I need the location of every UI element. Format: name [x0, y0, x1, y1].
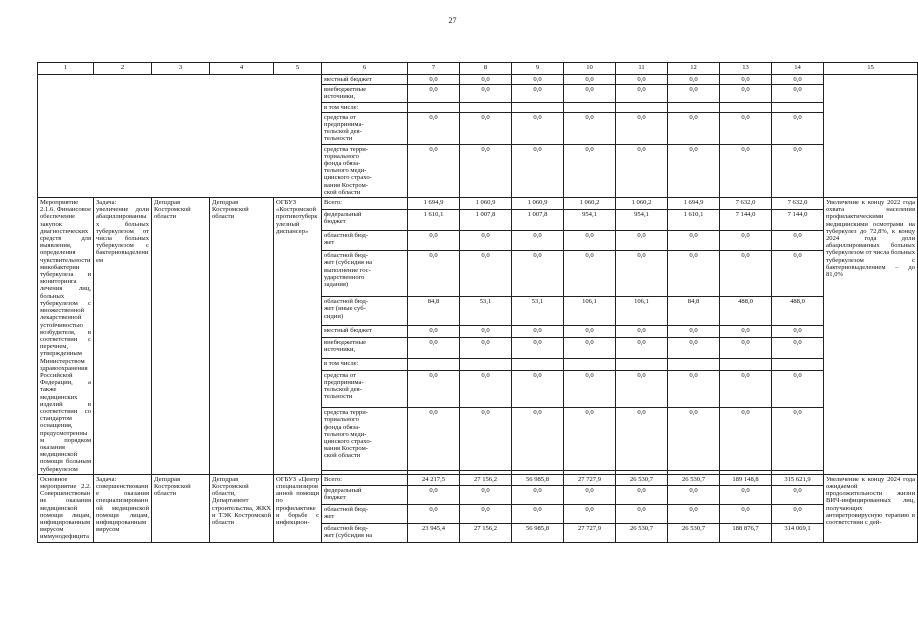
value-cell: 0,0 — [564, 504, 616, 523]
value-cell: 24 217,5 — [408, 474, 460, 485]
value-cell: 0,0 — [668, 85, 720, 102]
value-cell: 0,0 — [772, 85, 824, 102]
expected-result: Увеличение к концу 2022 года охвата населения профилактическими медицинскими осмотрами на туберкулез до 72,8%, к концу 2024 года доли абациллированных больных туберкулезом от числа больных туберкулезом с бактериовыделением – до 81,0% — [824, 198, 918, 475]
source-label: внебюджетные источники, — [322, 85, 408, 102]
value-cell: 0,0 — [668, 75, 720, 85]
value-cell: 0,0 — [564, 251, 616, 297]
value-cell: 0,0 — [512, 504, 564, 523]
value-cell: 314 069,1 — [772, 523, 824, 542]
value-cell: 26 530,7 — [616, 474, 668, 485]
header-cell: 7 — [408, 63, 460, 75]
value-cell: 7 144,0 — [772, 210, 824, 231]
value-cell: 0,0 — [720, 112, 772, 144]
value-cell: 0,0 — [616, 326, 668, 338]
value-cell: 0,0 — [616, 251, 668, 297]
value-cell: 0,0 — [564, 230, 616, 251]
value-cell: 0,0 — [460, 408, 512, 471]
source-label: в том числе: — [322, 358, 408, 370]
source-label: Всего: — [322, 198, 408, 210]
header-cell: 13 — [720, 63, 772, 75]
value-cell: 0,0 — [720, 85, 772, 102]
value-cell: 0,0 — [564, 326, 616, 338]
value-cell: 954,1 — [564, 210, 616, 231]
value-cell: 0,0 — [772, 326, 824, 338]
source-label: средства от предпринима- тельской дея- тельности — [322, 112, 408, 144]
value-cell: 0,0 — [512, 326, 564, 338]
expected-result: Увеличение к концу 2024 года ожидаемой продолжительности жизни ВИЧ-инфицированных лиц, получающих антиретровирусную терапию в соответствии с дей- — [824, 474, 918, 542]
value-cell: 0,0 — [616, 408, 668, 471]
financing-table — [37, 62, 918, 543]
value-cell: 0,0 — [772, 338, 824, 359]
value-cell: 7 632,0 — [772, 198, 824, 210]
value-cell — [512, 102, 564, 112]
value-cell: 0,0 — [408, 338, 460, 359]
measure-c2: Задача: совершенствование оказания специализированной медицинской помощи лицам, инфицированным вирусом — [94, 474, 152, 542]
value-cell: 23 945,4 — [408, 523, 460, 542]
value-cell — [564, 102, 616, 112]
source-label: областной бюд- жет (субсидия на выполнение гос- ударственного задания) — [322, 251, 408, 297]
value-cell — [616, 102, 668, 112]
value-cell: 0,0 — [408, 230, 460, 251]
value-cell: 0,0 — [772, 75, 824, 85]
value-cell: 0,0 — [772, 112, 824, 144]
value-cell: 0,0 — [512, 408, 564, 471]
value-cell: 53,1 — [512, 297, 564, 326]
value-cell: 0,0 — [720, 230, 772, 251]
value-cell: 0,0 — [772, 251, 824, 297]
value-cell: 0,0 — [460, 251, 512, 297]
value-cell: 0,0 — [564, 370, 616, 408]
table-row — [38, 198, 918, 210]
value-cell: 0,0 — [668, 144, 720, 197]
source-label: федеральный бюджет — [322, 485, 408, 504]
value-cell: 0,0 — [720, 144, 772, 197]
value-cell: 0,0 — [668, 112, 720, 144]
value-cell: 1 007,8 — [460, 210, 512, 231]
value-cell: 0,0 — [720, 251, 772, 297]
value-cell: 27 156,2 — [460, 474, 512, 485]
source-label: областной бюд- жет — [322, 230, 408, 251]
value-cell: 84,8 — [668, 297, 720, 326]
empty-block-left — [38, 75, 322, 198]
value-cell — [460, 358, 512, 370]
value-cell: 0,0 — [564, 85, 616, 102]
value-cell: 26 530,7 — [668, 474, 720, 485]
value-cell: 0,0 — [668, 251, 720, 297]
value-cell: 0,0 — [772, 485, 824, 504]
value-cell: 0,0 — [512, 251, 564, 297]
measure-c2: Задача: увеличение доли абациллированных больных туберкулезом от числа больных туберкулезом с бактериовыделением — [94, 198, 152, 475]
value-cell — [668, 102, 720, 112]
value-cell: 0,0 — [512, 75, 564, 85]
source-label: средства терри- ториального фонда обяза- тельного меди- цинского страхо- вания Костром- ской области — [322, 408, 408, 471]
value-cell: 1 060,9 — [460, 198, 512, 210]
value-cell: 0,0 — [460, 112, 512, 144]
value-cell: 0,0 — [668, 370, 720, 408]
header-cell: 11 — [616, 63, 668, 75]
header-cell: 5 — [274, 63, 322, 75]
value-cell: 53,1 — [460, 297, 512, 326]
value-cell: 0,0 — [460, 504, 512, 523]
value-cell: 0,0 — [720, 370, 772, 408]
value-cell: 0,0 — [772, 370, 824, 408]
value-cell: 0,0 — [512, 230, 564, 251]
value-cell — [512, 358, 564, 370]
value-cell: 0,0 — [408, 251, 460, 297]
value-cell: 0,0 — [460, 230, 512, 251]
value-cell: 0,0 — [720, 75, 772, 85]
value-cell: 0,0 — [772, 408, 824, 471]
value-cell: 0,0 — [564, 408, 616, 471]
header-row — [38, 63, 918, 75]
header-cell: 3 — [152, 63, 210, 75]
value-cell: 0,0 — [564, 338, 616, 359]
header-cell: 1 — [38, 63, 94, 75]
value-cell: 27 727,9 — [564, 523, 616, 542]
value-cell: 0,0 — [460, 144, 512, 197]
measure-c3: Депздрав Костромской области — [152, 198, 210, 475]
value-cell: 0,0 — [408, 485, 460, 504]
header-cell: 8 — [460, 63, 512, 75]
value-cell: 0,0 — [616, 85, 668, 102]
value-cell: 0,0 — [720, 504, 772, 523]
value-cell: 0,0 — [460, 85, 512, 102]
value-cell: 0,0 — [512, 370, 564, 408]
value-cell: 27 727,9 — [564, 474, 616, 485]
measure-c5: ОГБУЗ «Костромской противотуберкулезный диспансер» — [274, 198, 322, 475]
value-cell: 0,0 — [668, 485, 720, 504]
value-cell: 0,0 — [616, 75, 668, 85]
value-cell: 56 985,8 — [512, 474, 564, 485]
value-cell: 0,0 — [720, 338, 772, 359]
value-cell: 0,0 — [720, 485, 772, 504]
value-cell: 0,0 — [564, 144, 616, 197]
measure-c1: Мероприятие 2.1.6. Финансовое обеспечение закупок диагностических средств для выявления, определения чувствительности микобактерии туберкулеза и мониторинга лечения лиц, больных туберкулезом с множественной лекарственной устойчивостью возбудителя, в соответствии с перечнем, утвержденным Министерством здравоохранения Российской Федерации, а также медицинских изделий в соответствии со стандартом оснащения, предусмотренным порядком оказания медицинской помощи больным туберкулезом — [38, 198, 94, 475]
value-cell: 0,0 — [616, 338, 668, 359]
measure-c4: Депздрав Костромской области, Департамент строительства, ЖКХ и ТЭК Костромской области — [210, 474, 274, 542]
value-cell: 1 610,1 — [408, 210, 460, 231]
value-cell: 954,1 — [616, 210, 668, 231]
source-label: средства от предпринима- тельской дея- тельности — [322, 370, 408, 408]
source-label: областной бюд- жет — [322, 504, 408, 523]
value-cell: 0,0 — [408, 408, 460, 471]
source-label: областной бюд- жет (субсидия на — [322, 523, 408, 542]
value-cell — [720, 102, 772, 112]
value-cell: 0,0 — [720, 408, 772, 471]
value-cell — [616, 358, 668, 370]
value-cell: 0,0 — [408, 370, 460, 408]
value-cell: 0,0 — [408, 504, 460, 523]
value-cell: 0,0 — [512, 112, 564, 144]
value-cell: 488,0 — [772, 297, 824, 326]
header-cell: 2 — [94, 63, 152, 75]
value-cell: 0,0 — [408, 75, 460, 85]
value-cell — [720, 358, 772, 370]
value-cell: 0,0 — [772, 230, 824, 251]
source-label: внебюджетные источники, — [322, 338, 408, 359]
header-cell: 6 — [322, 63, 408, 75]
page-number: 27 — [448, 16, 457, 25]
empty-block-right — [824, 75, 918, 198]
value-cell — [408, 102, 460, 112]
value-cell: 189 148,8 — [720, 474, 772, 485]
measure-c1: Основное мероприятие 2.2. Совершенствование оказания медицинской помощи лицам, инфицированным вирусом иммунодефицита — [38, 474, 94, 542]
value-cell — [668, 358, 720, 370]
value-cell — [772, 358, 824, 370]
header-cell: 10 — [564, 63, 616, 75]
table-row — [38, 75, 918, 85]
value-cell: 315 621,9 — [772, 474, 824, 485]
value-cell: 1 060,2 — [564, 198, 616, 210]
value-cell: 0,0 — [408, 112, 460, 144]
value-cell — [772, 102, 824, 112]
value-cell: 0,0 — [460, 485, 512, 504]
value-cell: 0,0 — [668, 504, 720, 523]
value-cell: 1 610,1 — [668, 210, 720, 231]
value-cell: 0,0 — [460, 326, 512, 338]
value-cell: 26 530,7 — [616, 523, 668, 542]
value-cell — [460, 102, 512, 112]
value-cell: 0,0 — [564, 485, 616, 504]
table-row — [38, 474, 918, 485]
value-cell: 0,0 — [460, 370, 512, 408]
source-label: местный бюджет — [322, 75, 408, 85]
value-cell: 188 876,7 — [720, 523, 772, 542]
source-label: Всего: — [322, 474, 408, 485]
value-cell: 488,0 — [720, 297, 772, 326]
value-cell: 0,0 — [616, 144, 668, 197]
value-cell: 106,1 — [564, 297, 616, 326]
value-cell: 7 144,0 — [720, 210, 772, 231]
value-cell: 0,0 — [512, 144, 564, 197]
value-cell: 0,0 — [668, 230, 720, 251]
header-cell: 14 — [772, 63, 824, 75]
value-cell: 1 694,9 — [668, 198, 720, 210]
value-cell: 0,0 — [564, 112, 616, 144]
value-cell: 1 694,9 — [408, 198, 460, 210]
value-cell: 0,0 — [616, 485, 668, 504]
source-label: в том числе: — [322, 102, 408, 112]
measure-c5: ОГБУЗ «Центр специализированной помощи по профилактике и борьбе с инфекцион- — [274, 474, 322, 542]
measure-c4: Депздрав Костромской области — [210, 198, 274, 475]
value-cell: 56 985,8 — [512, 523, 564, 542]
value-cell: 0,0 — [616, 504, 668, 523]
header-cell: 12 — [668, 63, 720, 75]
value-cell: 26 530,7 — [668, 523, 720, 542]
value-cell: 0,0 — [512, 338, 564, 359]
header-cell: 9 — [512, 63, 564, 75]
value-cell: 0,0 — [460, 75, 512, 85]
header-cell: 15 — [824, 63, 918, 75]
source-label: федеральный бюджет — [322, 210, 408, 231]
value-cell: 0,0 — [772, 144, 824, 197]
source-label: местный бюджет — [322, 326, 408, 338]
value-cell: 1 060,9 — [512, 198, 564, 210]
value-cell: 0,0 — [408, 144, 460, 197]
measure-c3: Депздрав Костромской области — [152, 474, 210, 542]
value-cell: 84,8 — [408, 297, 460, 326]
value-cell: 0,0 — [512, 485, 564, 504]
header-cell: 4 — [210, 63, 274, 75]
value-cell: 0,0 — [408, 85, 460, 102]
value-cell: 7 632,0 — [720, 198, 772, 210]
value-cell: 0,0 — [616, 230, 668, 251]
source-label: средства терри- ториального фонда обяза- тельного меди- цинского страхо- вания Костром- ской области — [322, 144, 408, 197]
value-cell: 0,0 — [616, 370, 668, 408]
value-cell: 1 060,2 — [616, 198, 668, 210]
value-cell — [564, 358, 616, 370]
value-cell: 0,0 — [772, 504, 824, 523]
value-cell: 0,0 — [668, 326, 720, 338]
value-cell: 0,0 — [512, 85, 564, 102]
value-cell: 106,1 — [616, 297, 668, 326]
value-cell: 0,0 — [616, 112, 668, 144]
value-cell — [408, 358, 460, 370]
value-cell: 0,0 — [720, 326, 772, 338]
value-cell: 0,0 — [668, 408, 720, 471]
source-label: областной бюд- жет (иные суб- сидии) — [322, 297, 408, 326]
value-cell: 0,0 — [668, 338, 720, 359]
value-cell: 0,0 — [408, 326, 460, 338]
value-cell: 1 007,8 — [512, 210, 564, 231]
value-cell: 0,0 — [564, 75, 616, 85]
value-cell: 27 156,2 — [460, 523, 512, 542]
value-cell: 0,0 — [460, 338, 512, 359]
